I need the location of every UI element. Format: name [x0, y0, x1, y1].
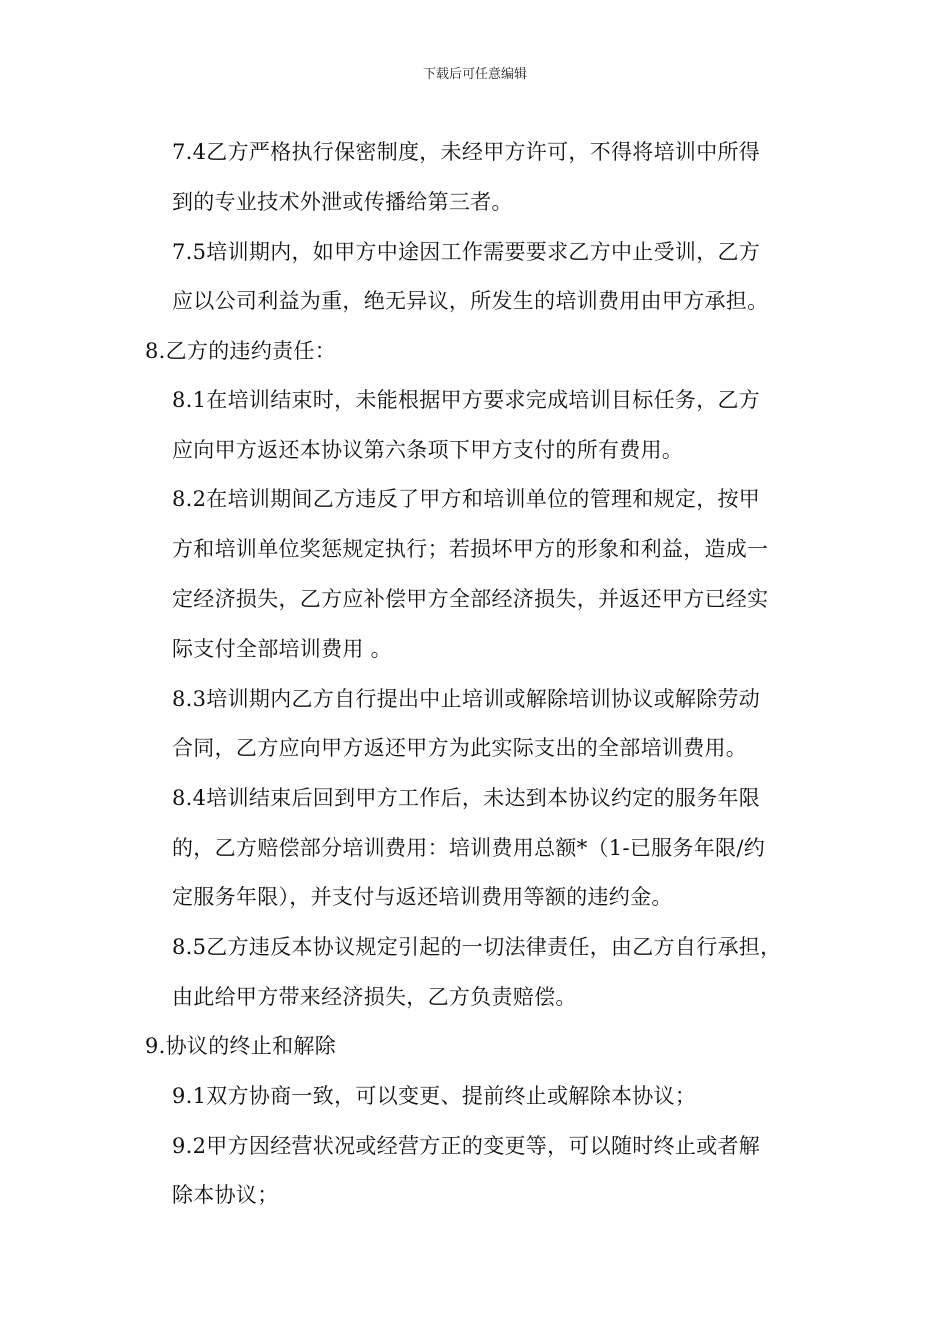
text-line: 应以公司利益为重，绝无异议，所发生的培训费用由甲方承担。 [172, 289, 769, 313]
text-line: 的，乙方赔偿部分培训费用：培训费用总额*（1-已服务年限/约 [172, 836, 766, 860]
text-line: 应向甲方返还本协议第六条项下甲方支付的所有费用。 [172, 438, 684, 462]
text-line: 9.2甲方因经营状况或经营方正的变更等，可以随时终止或者解 [172, 1134, 761, 1158]
text-line: 际支付全部培训费用 。 [172, 637, 392, 661]
text-line: 8.3培训期内乙方自行提出中止培训或解除培训协议或解除劳动 [172, 687, 761, 711]
text-line: 7.4乙方严格执行保密制度，未经甲方许可，不得将培训中所得 [172, 140, 761, 164]
text-line: 8.1在培训结束时，未能根据甲方要求完成培训目标任务，乙方 [172, 388, 761, 412]
text-line: 8.4培训结束后回到甲方工作后，未达到本协议约定的服务年限 [172, 786, 761, 810]
text-line: 由此给甲方带来经济损失，乙方负责赔偿。 [172, 985, 577, 1009]
text-line: 8.5乙方违反本协议规定引起的一切法律责任，由乙方自行承担， [172, 935, 782, 959]
text-line: 定服务年限），并支付与返还培训费用等额的违约金。 [172, 885, 673, 909]
text-line: 8.2在培训期间乙方违反了甲方和培训单位的管理和规定，按甲 [172, 487, 761, 511]
text-line: 到的专业技术外泄或传播给第三者。 [172, 190, 513, 214]
text-line: 合同，乙方应向甲方返还甲方为此实际支出的全部培训费用。 [172, 736, 748, 760]
text-line: 定经济损失，乙方应补偿甲方全部经济损失，并返还甲方已经实 [172, 587, 769, 611]
text-line: 9.1双方协商一致，可以变更、提前终止或解除本协议； [172, 1084, 697, 1108]
text-line: 7.5培训期内，如甲方中途因工作需要要求乙方中止受训，乙方 [172, 240, 761, 264]
section-heading: 9.协议的终止和解除 [145, 1034, 337, 1058]
section-heading: 8.乙方的违约责任： [145, 339, 337, 363]
text-line: 除本协议； [172, 1183, 279, 1207]
text-line: 方和培训单位奖惩规定执行；若损坏甲方的形象和利益，造成一 [172, 537, 769, 561]
page-header: 下载后可任意编辑 [422, 67, 527, 82]
